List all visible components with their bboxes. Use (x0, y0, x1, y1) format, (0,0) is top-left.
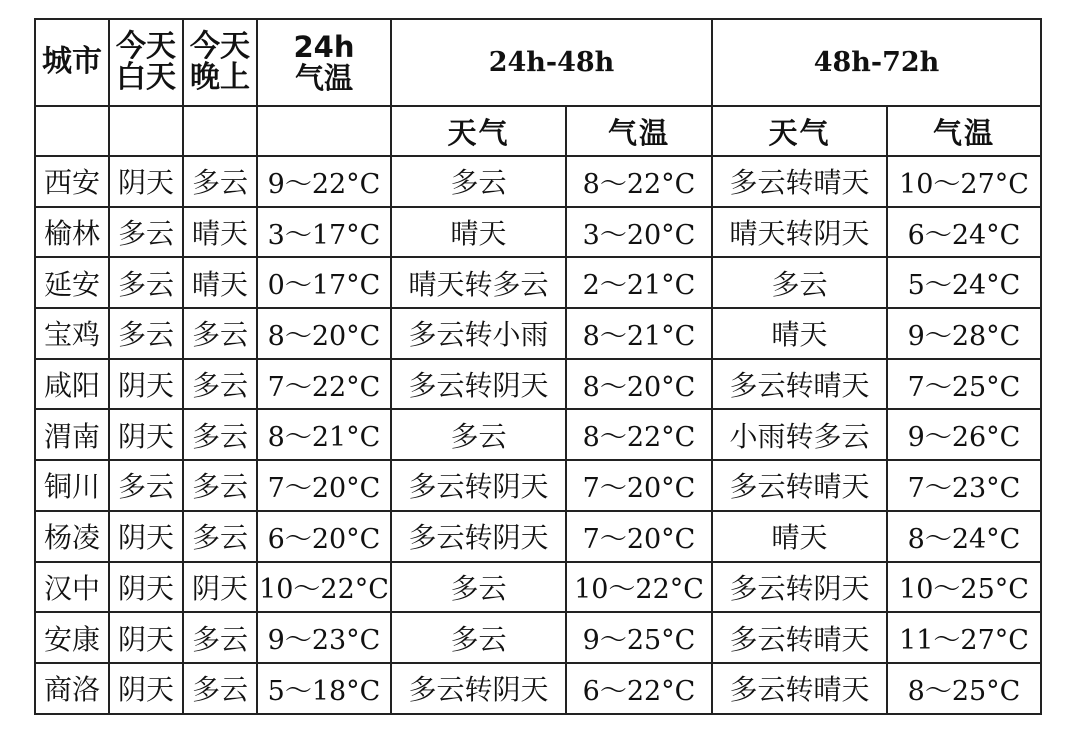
cell-temp-48h: 3～20°C (566, 207, 712, 258)
cell-city: 渭南 (35, 409, 109, 460)
table-row (35, 359, 1041, 410)
header-row-main (35, 19, 1041, 106)
cell-temp-24h: 8～20°C (257, 308, 391, 359)
cell-temp-48h: 10～22°C (566, 562, 712, 613)
cell-weather-48h: 晴天 (391, 207, 566, 258)
cell-city: 杨凌 (35, 511, 109, 562)
cell-today-night: 多云 (183, 460, 257, 511)
cell-weather-72h: 多云转晴天 (712, 156, 887, 207)
cell-weather-72h: 晴天转阴天 (712, 207, 887, 258)
header-group-24-48h: 24h-48h (391, 19, 712, 106)
cell-temp-24h: 7～20°C (257, 460, 391, 511)
cell-today-night: 阴天 (183, 562, 257, 613)
cell-weather-72h: 多云转晴天 (712, 663, 887, 714)
header-temp-24h-line1: 24h (293, 30, 355, 65)
header-group-48-72h: 48h-72h (712, 19, 1041, 106)
cell-temp-72h: 10～27°C (887, 156, 1041, 207)
cell-weather-72h: 晴天 (712, 308, 887, 359)
table-row (35, 156, 1041, 207)
cell-temp-72h: 11～27°C (887, 612, 1041, 663)
cell-temp-72h: 7～25°C (887, 359, 1041, 410)
cell-weather-72h: 多云 (712, 257, 887, 308)
header-row-sub (35, 106, 1041, 156)
table-row (35, 663, 1041, 714)
cell-temp-24h: 7～22°C (257, 359, 391, 410)
cell-today-night: 多云 (183, 308, 257, 359)
cell-temp-72h: 8～25°C (887, 663, 1041, 714)
table-row (35, 409, 1041, 460)
cell-temp-72h: 6～24°C (887, 207, 1041, 258)
table-row (35, 207, 1041, 258)
cell-city: 榆林 (35, 207, 109, 258)
cell-weather-72h: 小雨转多云 (712, 409, 887, 460)
cell-city: 铜川 (35, 460, 109, 511)
cell-temp-72h: 9～28°C (887, 308, 1041, 359)
cell-city: 宝鸡 (35, 308, 109, 359)
cell-weather-48h: 多云转阴天 (391, 663, 566, 714)
cell-weather-48h: 多云转阴天 (391, 359, 566, 410)
header-sub-temp-72h: 气温 (887, 106, 1041, 156)
cell-temp-72h: 10～25°C (887, 562, 1041, 613)
cell-temp-48h: 6～22°C (566, 663, 712, 714)
cell-temp-24h: 9～22°C (257, 156, 391, 207)
cell-today-day: 阴天 (109, 511, 183, 562)
cell-weather-48h: 多云 (391, 156, 566, 207)
cell-temp-24h: 9～23°C (257, 612, 391, 663)
cell-temp-24h: 10～22°C (257, 562, 391, 613)
header-sub-empty-day (109, 106, 183, 156)
table-body (35, 156, 1041, 714)
table-row (35, 612, 1041, 663)
cell-weather-48h: 多云转小雨 (391, 308, 566, 359)
header-today-night-line2: 晚上 (190, 59, 250, 95)
cell-temp-24h: 8～21°C (257, 409, 391, 460)
header-today-day-line2: 白天 (116, 59, 176, 95)
header-sub-empty-city (35, 106, 109, 156)
cell-today-night: 晴天 (183, 207, 257, 258)
cell-city: 汉中 (35, 562, 109, 613)
weather-forecast-table-container (34, 18, 1040, 713)
table-row (35, 257, 1041, 308)
cell-today-night: 多云 (183, 612, 257, 663)
cell-today-night: 多云 (183, 359, 257, 410)
table-row (35, 460, 1041, 511)
cell-today-day: 阴天 (109, 359, 183, 410)
cell-city: 安康 (35, 612, 109, 663)
header-today-night-line1: 今天 (190, 28, 250, 64)
cell-today-night: 多云 (183, 156, 257, 207)
cell-temp-24h: 3～17°C (257, 207, 391, 258)
table-row (35, 511, 1041, 562)
cell-temp-48h: 7～20°C (566, 460, 712, 511)
cell-temp-72h: 5～24°C (887, 257, 1041, 308)
header-sub-weather-48h: 天气 (391, 106, 566, 156)
cell-temp-48h: 8～22°C (566, 409, 712, 460)
header-sub-empty-night (183, 106, 257, 156)
header-temp-24h-line2: 气温 (294, 60, 353, 95)
cell-weather-48h: 晴天转多云 (391, 257, 566, 308)
cell-weather-48h: 多云 (391, 562, 566, 613)
cell-today-day: 阴天 (109, 562, 183, 613)
cell-temp-48h: 8～22°C (566, 156, 712, 207)
cell-today-day: 阴天 (109, 663, 183, 714)
header-sub-temp-48h: 气温 (566, 106, 712, 156)
cell-weather-72h: 多云转晴天 (712, 460, 887, 511)
table-row (35, 308, 1041, 359)
header-temp-24h (257, 19, 391, 106)
cell-city: 西安 (35, 156, 109, 207)
cell-temp-24h: 0～17°C (257, 257, 391, 308)
weather-forecast-table (34, 18, 1042, 715)
cell-temp-72h: 9～26°C (887, 409, 1041, 460)
cell-temp-24h: 6～20°C (257, 511, 391, 562)
cell-city: 商洛 (35, 663, 109, 714)
header-sub-weather-72h: 天气 (712, 106, 887, 156)
cell-temp-72h: 8～24°C (887, 511, 1041, 562)
header-today-day (109, 19, 183, 106)
header-sub-empty-temp24 (257, 106, 391, 156)
cell-weather-48h: 多云转阴天 (391, 511, 566, 562)
cell-temp-48h: 7～20°C (566, 511, 712, 562)
cell-today-night: 多云 (183, 663, 257, 714)
cell-today-day: 多云 (109, 257, 183, 308)
cell-weather-72h: 多云转晴天 (712, 359, 887, 410)
cell-temp-48h: 8～20°C (566, 359, 712, 410)
cell-today-night: 晴天 (183, 257, 257, 308)
cell-today-night: 多云 (183, 409, 257, 460)
cell-temp-24h: 5～18°C (257, 663, 391, 714)
table-row (35, 562, 1041, 613)
header-today-night (183, 19, 257, 106)
cell-weather-72h: 晴天 (712, 511, 887, 562)
cell-temp-48h: 9～25°C (566, 612, 712, 663)
cell-today-day: 阴天 (109, 612, 183, 663)
header-today-day-line1: 今天 (116, 28, 176, 64)
cell-temp-48h: 8～21°C (566, 308, 712, 359)
cell-today-night: 多云 (183, 511, 257, 562)
cell-temp-48h: 2～21°C (566, 257, 712, 308)
cell-weather-48h: 多云 (391, 612, 566, 663)
cell-today-day: 多云 (109, 460, 183, 511)
cell-today-day: 多云 (109, 308, 183, 359)
cell-weather-48h: 多云 (391, 409, 566, 460)
cell-weather-72h: 多云转晴天 (712, 612, 887, 663)
cell-city: 咸阳 (35, 359, 109, 410)
cell-city: 延安 (35, 257, 109, 308)
cell-weather-48h: 多云转阴天 (391, 460, 566, 511)
cell-weather-72h: 多云转阴天 (712, 562, 887, 613)
cell-today-day: 多云 (109, 207, 183, 258)
cell-today-day: 阴天 (109, 156, 183, 207)
cell-today-day: 阴天 (109, 409, 183, 460)
cell-temp-72h: 7～23°C (887, 460, 1041, 511)
header-city: 城市 (35, 19, 109, 106)
